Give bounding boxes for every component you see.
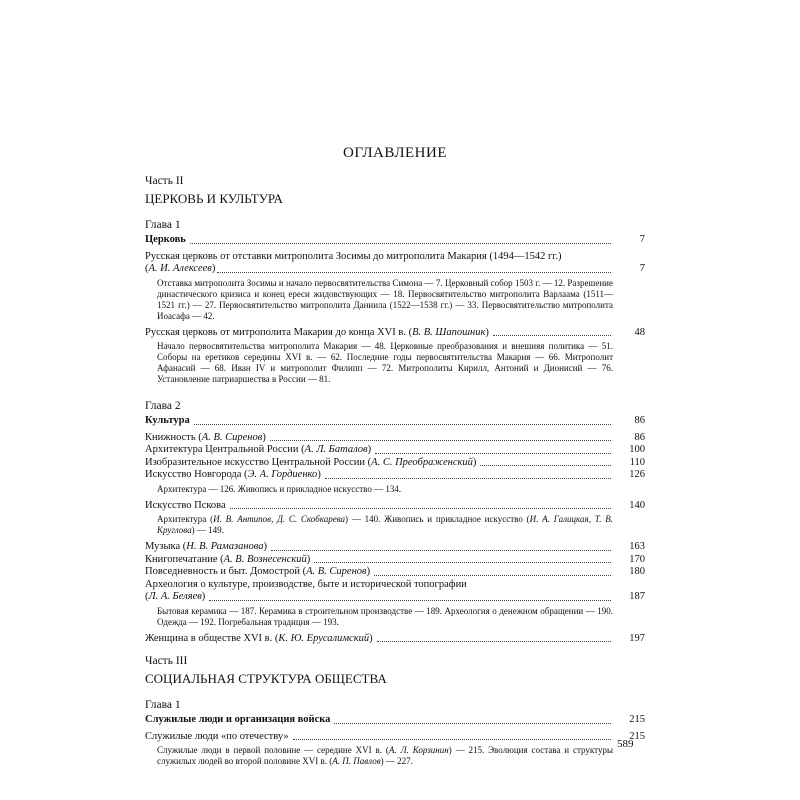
entry-author: А. В. Сиренов — [306, 566, 367, 577]
leader-dots — [271, 550, 611, 551]
toc-entry[interactable] — [145, 714, 645, 727]
page-number: 86 — [634, 415, 645, 426]
leader-dots — [217, 272, 611, 273]
entry-title: Женщина в обществе XVI в. — [145, 632, 273, 644]
entry-author: К. Ю. Ерусалимский — [278, 632, 370, 644]
part-label: Часть III — [145, 655, 188, 667]
toc-entry[interactable] — [145, 415, 645, 428]
entry-title: Книжность — [145, 431, 196, 443]
toc-entry[interactable]: Музыка (Н. В. Рамазанова) 163 — [145, 541, 645, 552]
toc-entry[interactable]: Искусство Новгорода (Э. А. Гордиенко) 126 — [145, 469, 645, 480]
leader-dots — [493, 335, 611, 336]
toc-entry[interactable]: Повседневность и быт. Домострой (А. В. Сиренов) 180 — [145, 566, 645, 577]
toc-entry[interactable]: Книгопечатание (А. В. Вознесенский) 170 — [145, 553, 645, 565]
entry-title: Археология о культуре, производстве, быте и исторической топографии — [145, 578, 467, 590]
entry-title: Книгопечатание — [145, 553, 218, 565]
part-label: Часть II — [145, 175, 184, 187]
toc-entry[interactable] — [145, 500, 645, 513]
entry-author: Н. В. Рамазанова — [186, 541, 264, 552]
chapter-label: Глава 1 — [145, 219, 181, 231]
entry-subsections: Начало первосвятительства митрополита Макария — 48. Церковные преобразования и внешняя политика — 51. Соборы на еретиков середины XVI в. — 62. Последние годы первосвятительства Макария — 66. Митрополит Афанасий — 68. Иван IV и митрополит Филипп — 72. Митрополиты Кирилл, Антоний и Дионисий — 76. Установление патриаршества в России — 81. — [157, 341, 613, 384]
entry-author: А. И. Алексеев — [148, 263, 212, 274]
entry-subsections: Служилые люди в первой половине — середине XVI в. (А. Л. Корзинин) — 215. Эволюция состава и структуры служилых людей во второй половине XVI в. (А. П. Павлов) — 227. — [157, 745, 613, 766]
page-number: 110 — [629, 456, 645, 468]
entry-author: Э. А. Гордиенко — [247, 469, 318, 480]
entry-title: Искусство Пскова — [145, 499, 226, 511]
leader-dots — [480, 465, 611, 466]
leader-dots — [270, 440, 611, 441]
entry-subsections: Архитектура — 126. Живопись и прикладное искусство — 134. — [157, 483, 402, 494]
part-title: СОЦИАЛЬНАЯ СТРУКТУРА ОБЩЕСТВА — [145, 671, 387, 686]
entry-author: Л. А. Беляев — [148, 591, 202, 602]
page-number: 187 — [629, 591, 645, 602]
page-number: 126 — [629, 469, 645, 480]
page-number: 100 — [629, 444, 645, 455]
entry-title: Церковь — [145, 234, 186, 245]
part-title: ЦЕРКОВЬ И КУЛЬТУРА — [145, 191, 283, 206]
leader-dots — [190, 243, 611, 244]
leader-dots — [377, 641, 611, 642]
entry-title: Повседневность и быт. Домострой — [145, 566, 300, 577]
leader-dots — [334, 723, 611, 724]
page-number: 48 — [634, 326, 645, 338]
leader-dots — [230, 508, 611, 509]
entry-author: А. В. Вознесенский — [223, 553, 307, 565]
entry-author: А. Л. Баталов — [304, 444, 368, 455]
entry-title: Архитектура Центральной России — [145, 444, 299, 455]
toc-entry[interactable]: Русская церковь от митрополита Макария до конца XVI в. (В. В. Шапошник) 48 — [145, 326, 645, 338]
entry-title: Музыка — [145, 541, 181, 552]
chapter-label: Глава 2 — [145, 400, 181, 412]
entry-author: А. С. Преображенский — [371, 456, 473, 468]
entry-subsections: Архитектура (И. В. Антипов, Д. С. Скобкарева) — 140. Живопись и прикладное искусство (И. А. Галицкая, Т. В. Круглова) — 149. — [157, 514, 613, 535]
page-number: 140 — [629, 499, 645, 511]
entry-title: Русская церковь от отставки митрополита Зосимы до митрополита Макария (1494—1542 гг.) — [145, 250, 562, 262]
page-number: 197 — [629, 632, 645, 644]
entry-title: Искусство Новгорода — [145, 469, 242, 480]
toc-entry[interactable]: Женщина в обществе XVI в. (К. Ю. Ерусалимский) 197 — [145, 632, 645, 644]
entry-author: А. В. Сиренов — [201, 431, 263, 443]
entry-title: Изобразительное искусство Центральной России — [145, 456, 366, 468]
toc-entry[interactable]: Изобразительное искусство Центральной России (А. С. Преображенский) 110 — [145, 456, 645, 468]
toc-entry[interactable]: Архитектура Центральной России (А. Л. Баталов) 100 — [145, 444, 645, 455]
toc-entry-cont[interactable]: (Л. А. Беляев) 187 — [145, 591, 645, 602]
leader-dots — [293, 739, 611, 740]
entry-title: Культура — [145, 415, 190, 426]
chapter-label: Глава 1 — [145, 699, 181, 711]
leader-dots — [209, 600, 611, 601]
toc-entry[interactable] — [145, 731, 645, 744]
page-number: 7 — [639, 263, 645, 274]
page-number: 180 — [629, 566, 645, 577]
entry-subsections: Бытовая керамика — 187. Керамика в строительном производстве — 189. Археология о денежном обращении — 190. Одежда — 192. Погребальная традиция — 193. — [157, 605, 613, 627]
toc-page — [145, 145, 645, 772]
leader-dots — [375, 453, 611, 454]
page-number: 215 — [629, 730, 645, 742]
entry-author: В. В. Шапошник — [412, 326, 486, 338]
page-number: 163 — [629, 541, 645, 552]
toc-entry[interactable] — [145, 579, 645, 592]
page-number: 170 — [629, 553, 645, 565]
toc-entry[interactable] — [145, 234, 645, 247]
leader-dots — [325, 478, 611, 479]
toc-title: ОГЛАВЛЕНИЕ — [343, 145, 447, 161]
page-number: 86 — [634, 431, 645, 443]
page-number: 7 — [639, 234, 645, 245]
entry-subsections: Отставка митрополита Зосимы и начало первосвятительства Симона — 7. Церковный собор 1503 г. — 12. Разрешение династического кризиса и конец ереси жидовствующих — 18. Первосвятительство митрополита Варлаама (1511—1521 гг.) — 27. Первосвятительство митрополита Даниила (1522—1538 гг.) — 33. Первосвятительство митрополита Иоасафа — 42. — [157, 277, 613, 321]
leader-dots — [374, 575, 611, 576]
page-folio: 589 — [617, 738, 634, 750]
leader-dots — [314, 562, 611, 563]
entry-title: Служилые люди и организация войска — [145, 714, 331, 725]
entry-author-wrap: (А. И. Алексеев) — [145, 263, 216, 274]
page-number: 215 — [629, 714, 645, 725]
entry-title: Служилые люди «по отечеству» — [145, 730, 289, 742]
toc-entry[interactable]: Книжность (А. В. Сиренов) 86 — [145, 431, 645, 443]
entry-title: Русская церковь от митрополита Макария до конца XVI в. — [145, 326, 406, 338]
toc-entry[interactable] — [145, 251, 645, 276]
leader-dots — [194, 424, 611, 425]
